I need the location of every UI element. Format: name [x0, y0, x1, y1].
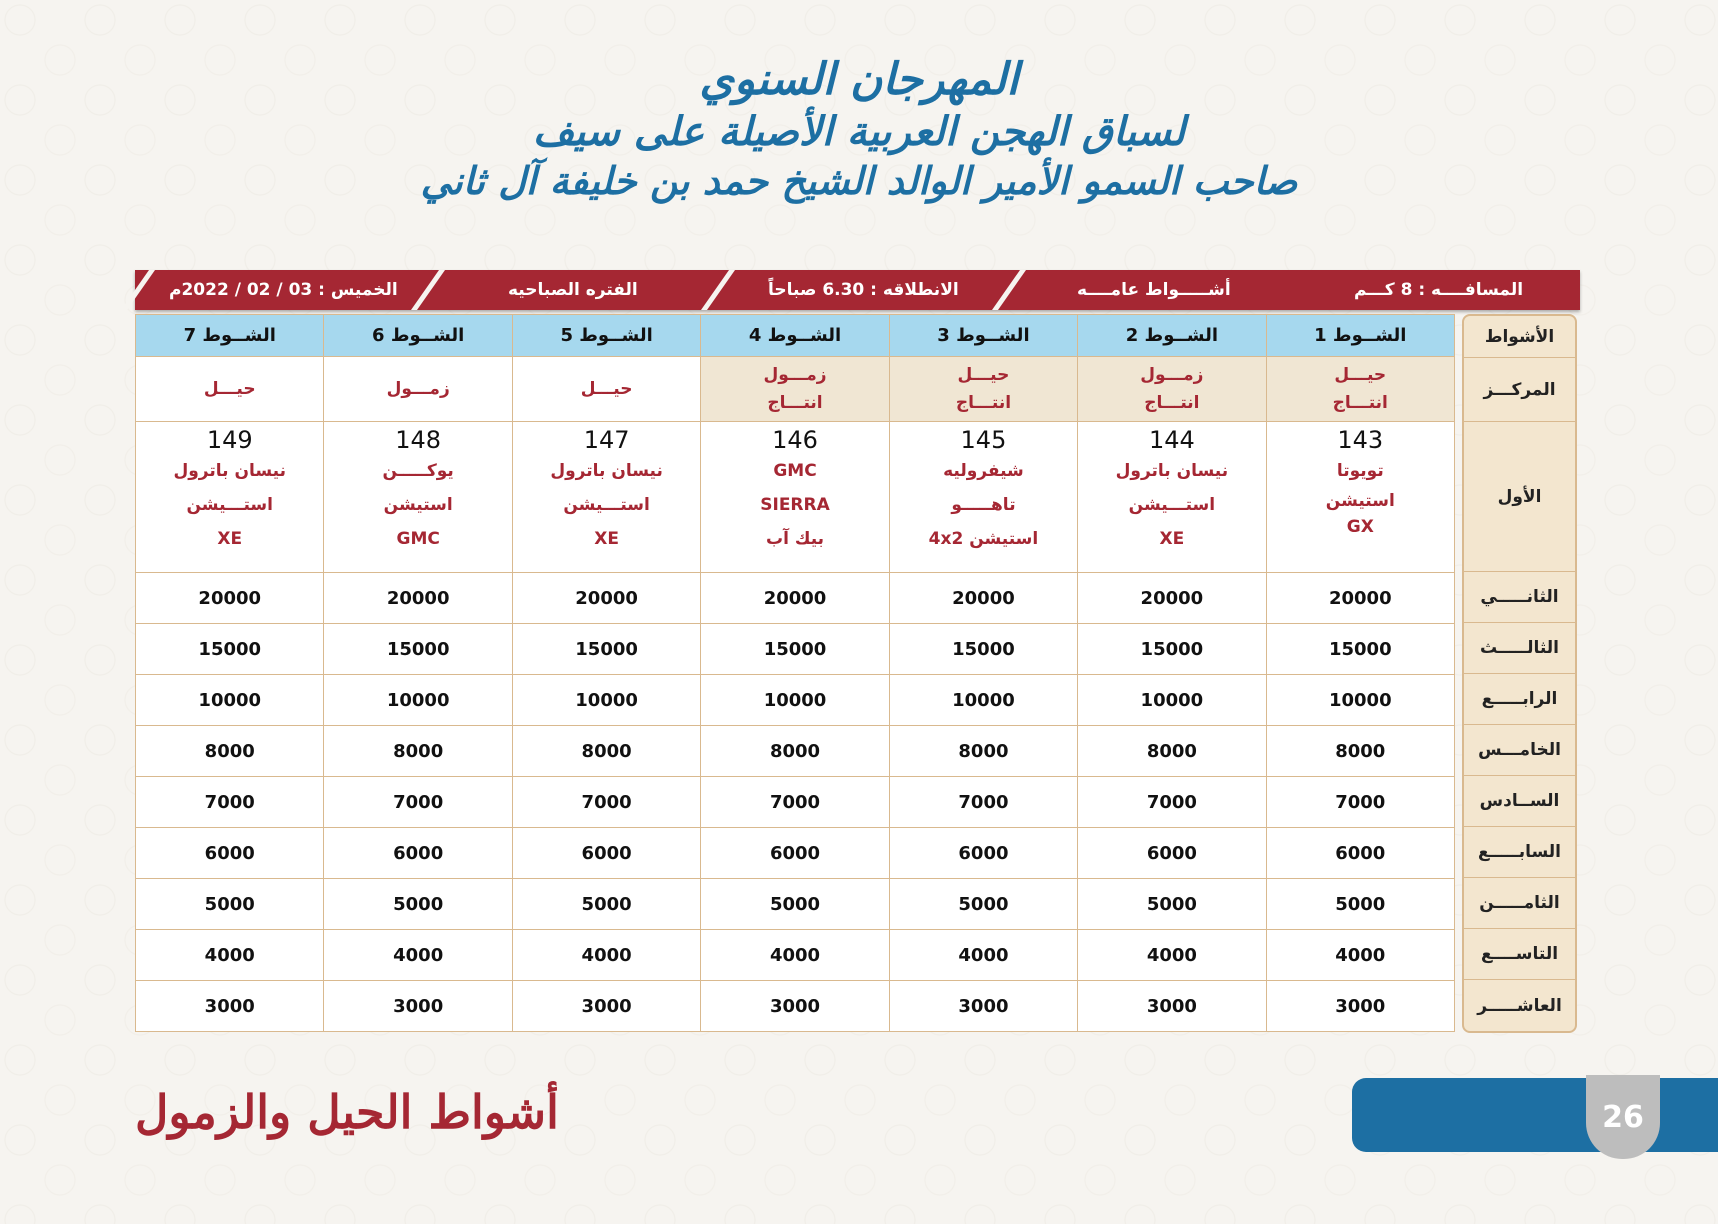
prize-value: 8000: [324, 726, 512, 777]
first-prize-row: [136, 422, 1455, 573]
prize-value: 15000: [889, 624, 1077, 675]
prize-value: 20000: [512, 573, 700, 624]
header-calligraphy: [0, 52, 1718, 205]
prize-value: 15000: [1078, 624, 1266, 675]
label-ninth: التاســــع: [1464, 929, 1575, 980]
round-header: الشــوط 5: [512, 315, 700, 357]
label-fourth: الرابـــــع: [1464, 674, 1575, 725]
round-header: الشــوط 1: [1266, 315, 1454, 357]
center-cell: حيـــل انتـــاج: [1266, 357, 1454, 422]
prize-value: 6000: [136, 828, 324, 879]
info-start-time: الانطلاقه : 6.30 صباحاً: [701, 270, 1019, 310]
round-header: الشــوط 2: [1078, 315, 1266, 357]
prize-row: [136, 573, 1455, 624]
prize-value: 15000: [136, 624, 324, 675]
header-line-1: المهرجان السنوي: [699, 54, 1019, 105]
prize-row: [136, 981, 1455, 1032]
prize-value: 5000: [324, 879, 512, 930]
prize-value: 10000: [1078, 675, 1266, 726]
prize-value: 7000: [1266, 777, 1454, 828]
prize-value: 6000: [1078, 828, 1266, 879]
first-prize-cell: 146 GMC SIERRA بيك آب: [701, 422, 889, 573]
label-seventh: السابـــــع: [1464, 827, 1575, 878]
prize-row: [136, 828, 1455, 879]
info-period: الفتره الصباحيه: [411, 270, 729, 310]
prize-value: 10000: [512, 675, 700, 726]
round-header: الشــوط 7: [136, 315, 324, 357]
label-sixth: الســادس: [1464, 776, 1575, 827]
prize-value: 3000: [701, 981, 889, 1032]
prize-value: 3000: [1078, 981, 1266, 1032]
label-third: الثالـــــث: [1464, 623, 1575, 674]
center-cell: زمـــول انتـــاج: [1078, 357, 1266, 422]
prize-value: 15000: [512, 624, 700, 675]
prize-value: 8000: [1078, 726, 1266, 777]
prize-value: 4000: [136, 930, 324, 981]
prize-value: 3000: [889, 981, 1077, 1032]
info-date: الخميس : 03 / 02 / 2022م: [121, 270, 439, 310]
prize-value: 15000: [1266, 624, 1454, 675]
prize-value: 3000: [512, 981, 700, 1032]
prize-value: 8000: [136, 726, 324, 777]
prize-value: 20000: [136, 573, 324, 624]
prize-value: 8000: [512, 726, 700, 777]
prize-value: 20000: [701, 573, 889, 624]
round-header: الشــوط 3: [889, 315, 1077, 357]
prize-value: 4000: [889, 930, 1077, 981]
prize-value: 8000: [889, 726, 1077, 777]
prize-value: 10000: [889, 675, 1077, 726]
prize-value: 7000: [1078, 777, 1266, 828]
label-first: الأول: [1464, 422, 1575, 572]
label-center: المركـــز: [1464, 358, 1575, 422]
prize-row: [136, 726, 1455, 777]
prize-value: 4000: [324, 930, 512, 981]
first-prize-cell: 148 يوكـــــن استيشن GMC: [324, 422, 512, 573]
rounds-header-row: [136, 315, 1455, 357]
row-labels-column: [1462, 314, 1577, 1033]
info-race-type: أشـــــواط عامــــه: [992, 270, 1310, 310]
first-prize-cell: 144 نيسان باترول استـــيشن XE: [1078, 422, 1266, 573]
page-number: 26: [1586, 1075, 1660, 1159]
prize-value: 20000: [324, 573, 512, 624]
prize-table: [135, 314, 1455, 1032]
prize-value: 5000: [512, 879, 700, 930]
first-prize-cell: 143 تويوتا استيشن GX: [1266, 422, 1454, 573]
prize-value: 4000: [512, 930, 700, 981]
center-cell: حيـــل: [512, 357, 700, 422]
prize-value: 3000: [136, 981, 324, 1032]
prize-value: 4000: [1266, 930, 1454, 981]
prize-value: 20000: [1266, 573, 1454, 624]
prize-value: 20000: [889, 573, 1077, 624]
prize-value: 10000: [324, 675, 512, 726]
prize-value: 7000: [136, 777, 324, 828]
prize-value: 4000: [701, 930, 889, 981]
prize-row: [136, 777, 1455, 828]
prize-value: 5000: [889, 879, 1077, 930]
prize-value: 8000: [701, 726, 889, 777]
prize-value: 3000: [324, 981, 512, 1032]
center-cell: حيـــل: [136, 357, 324, 422]
prize-value: 5000: [701, 879, 889, 930]
label-second: الثانـــــي: [1464, 572, 1575, 623]
header-line-2: لسباق الهجن العربية الأصيلة على سيف: [532, 108, 1186, 155]
prize-row: [136, 879, 1455, 930]
prize-value: 10000: [136, 675, 324, 726]
info-distance: المسافــــه : 8 كـــم: [1353, 280, 1523, 300]
prize-value: 6000: [512, 828, 700, 879]
prize-value: 15000: [324, 624, 512, 675]
prize-value: 4000: [1078, 930, 1266, 981]
center-row: [136, 357, 1455, 422]
prize-value: 5000: [1078, 879, 1266, 930]
label-eighth: الثامـــــن: [1464, 878, 1575, 929]
prize-row: [136, 675, 1455, 726]
first-prize-cell: 149 نيسان باترول استـــيشن XE: [136, 422, 324, 573]
round-header: الشــوط 4: [701, 315, 889, 357]
round-header: الشــوط 6: [324, 315, 512, 357]
prize-value: 7000: [701, 777, 889, 828]
prize-value: 6000: [324, 828, 512, 879]
label-tenth: العاشـــــر: [1477, 996, 1562, 1016]
prize-value: 6000: [889, 828, 1077, 879]
center-cell: زمـــول انتـــاج: [701, 357, 889, 422]
first-prize-cell: 145 شيفروليه تاهـــــو استيشن 4x2: [889, 422, 1077, 573]
prize-value: 7000: [324, 777, 512, 828]
page-title: أشواط الحيل والزمول: [135, 1085, 559, 1139]
prize-value: 7000: [889, 777, 1077, 828]
first-prize-cell: 147 نيسان باترول استـــيشن XE: [512, 422, 700, 573]
page-tab: [1352, 1078, 1718, 1152]
prize-value: 3000: [1266, 981, 1454, 1032]
prize-row: [136, 930, 1455, 981]
header-line-3: صاحب السمو الأمير الوالد الشيخ حمد بن خليفة آل ثاني: [420, 158, 1298, 203]
center-cell: حيـــل انتـــاج: [889, 357, 1077, 422]
label-rounds: الأشواط: [1464, 316, 1575, 358]
prize-value: 10000: [701, 675, 889, 726]
prize-value: 8000: [1266, 726, 1454, 777]
prize-value: 5000: [136, 879, 324, 930]
prize-value: 5000: [1266, 879, 1454, 930]
prize-value: 20000: [1078, 573, 1266, 624]
info-bar: [135, 270, 1580, 310]
prize-value: 6000: [1266, 828, 1454, 879]
prize-value: 7000: [512, 777, 700, 828]
prize-value: 15000: [701, 624, 889, 675]
label-fifth: الخامـــس: [1464, 725, 1575, 776]
center-cell: زمـــول: [324, 357, 512, 422]
prize-value: 6000: [701, 828, 889, 879]
prize-row: [136, 624, 1455, 675]
prize-value: 10000: [1266, 675, 1454, 726]
